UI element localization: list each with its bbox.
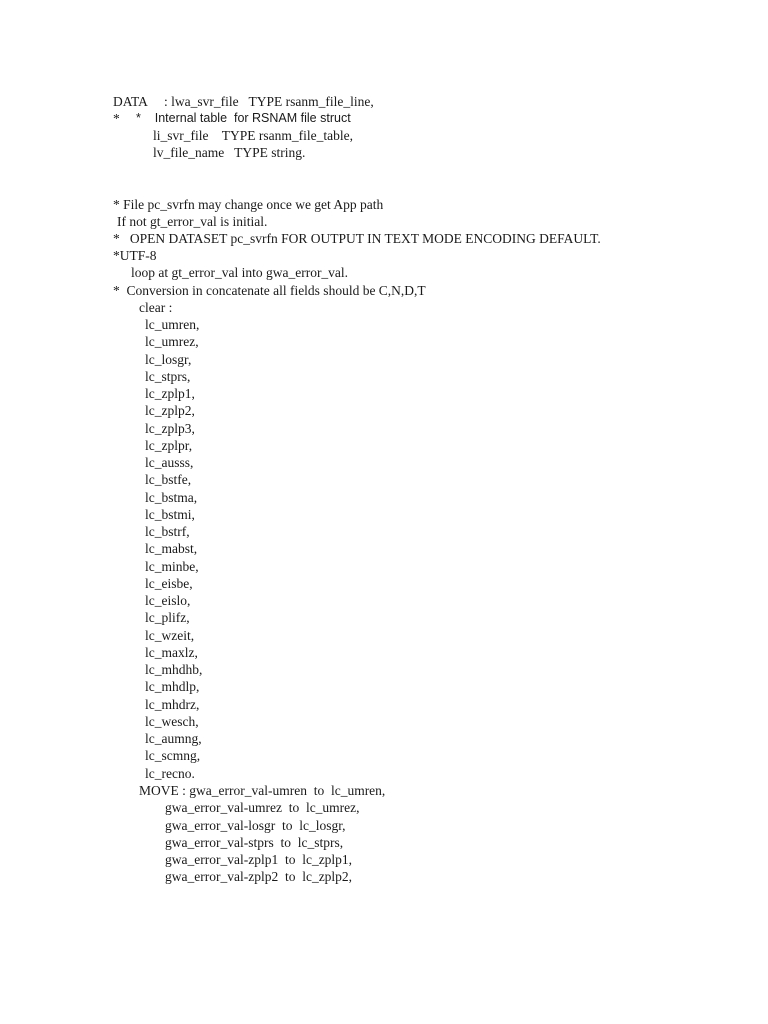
comment-line: *UTF-8 bbox=[113, 248, 157, 263]
comment-line bbox=[113, 110, 351, 127]
code-line: lc_zplp1, bbox=[145, 386, 195, 401]
code-line: lc_losgr, bbox=[145, 352, 192, 367]
code-line: lc_bstfe, bbox=[145, 472, 192, 487]
code-line: lc_minbe, bbox=[145, 559, 199, 574]
code-line: lc_wesch, bbox=[145, 714, 199, 729]
code-line: lc_stprs, bbox=[145, 369, 191, 384]
code-line: DATA : lwa_svr_file TYPE rsanm_file_line, bbox=[113, 94, 374, 109]
comment-line: * Conversion in concatenate all fields should be C,N,D,T bbox=[113, 283, 426, 298]
comment-text: * Internal table for RSNAM file struct bbox=[136, 111, 351, 125]
code-line: gwa_error_val-zplp1 to lc_zplp1, bbox=[165, 852, 353, 867]
code-line: clear : bbox=[139, 300, 173, 315]
code-line: lc_scmng, bbox=[145, 748, 201, 763]
code-line: lc_bstrf, bbox=[145, 524, 190, 539]
code-line: gwa_error_val-stprs to lc_stprs, bbox=[165, 835, 344, 850]
code-line: lc_maxlz, bbox=[145, 645, 198, 660]
code-line: lc_mhdrz, bbox=[145, 697, 200, 712]
code-line: lc_ausss, bbox=[145, 455, 194, 470]
code-line: lc_mhdhb, bbox=[145, 662, 203, 677]
code-line: lc_umrez, bbox=[145, 334, 199, 349]
code-line: lc_eisbe, bbox=[145, 576, 193, 591]
code-line: gwa_error_val-umrez to lc_umrez, bbox=[165, 800, 360, 815]
code-line: lc_plifz, bbox=[145, 610, 190, 625]
code-line: If not gt_error_val is initial. bbox=[117, 214, 268, 229]
code-line: lc_zplpr, bbox=[145, 438, 193, 453]
code-line: lc_bstma, bbox=[145, 490, 198, 505]
code-line: li_svr_file TYPE rsanm_file_table, bbox=[153, 128, 353, 143]
code-line: gwa_error_val-losgr to lc_losgr, bbox=[165, 818, 346, 833]
code-line: lc_zplp3, bbox=[145, 421, 195, 436]
code-line: lc_mabst, bbox=[145, 541, 198, 556]
code-line: lc_aumng, bbox=[145, 731, 202, 746]
code-line: lc_umren, bbox=[145, 317, 200, 332]
code-line: loop at gt_error_val into gwa_error_val. bbox=[131, 265, 349, 280]
comment-line: * OPEN DATASET pc_svrfn FOR OUTPUT IN TEXT MODE ENCODING DEFAULT. bbox=[113, 231, 601, 246]
code-line: lc_recno. bbox=[145, 766, 195, 781]
code-line: lc_mhdlp, bbox=[145, 679, 200, 694]
comment-marker: * bbox=[113, 111, 120, 126]
code-line: lv_file_name TYPE string. bbox=[153, 145, 306, 160]
code-line: lc_bstmi, bbox=[145, 507, 195, 522]
code-line: lc_wzeit, bbox=[145, 628, 195, 643]
code-line: MOVE : gwa_error_val-umren to lc_umren, bbox=[139, 783, 386, 798]
code-line: gwa_error_val-zplp2 to lc_zplp2, bbox=[165, 869, 353, 884]
code-line: lc_zplp2, bbox=[145, 403, 195, 418]
code-line: lc_eislo, bbox=[145, 593, 191, 608]
comment-line: * File pc_svrfn may change once we get App path bbox=[113, 197, 384, 212]
